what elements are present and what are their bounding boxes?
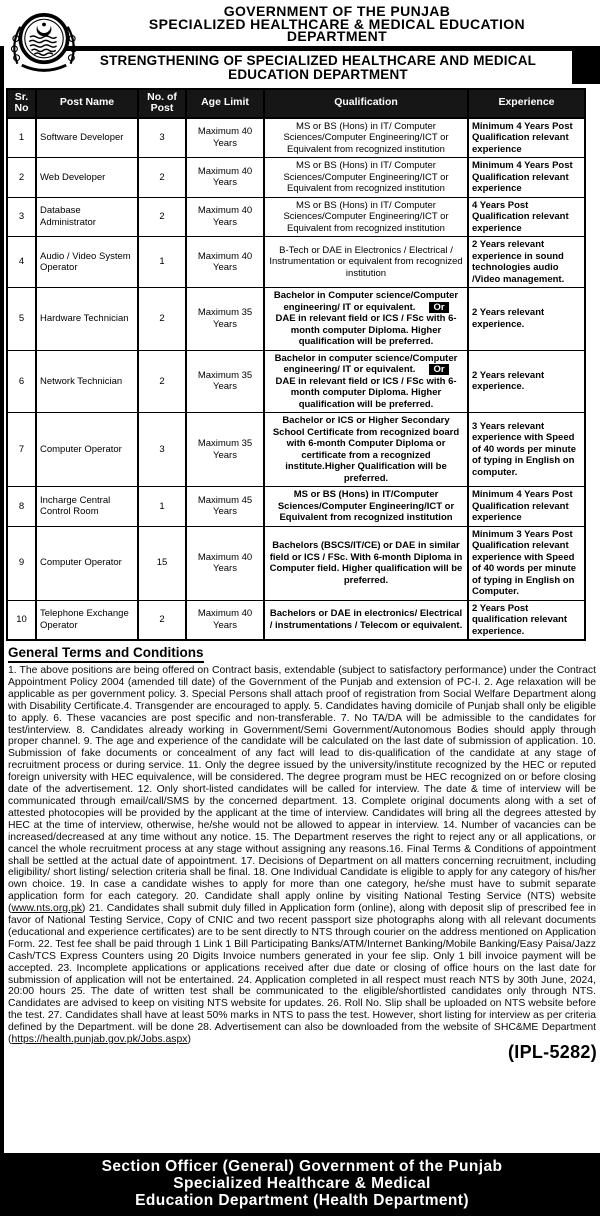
cell-sr-no: 9: [7, 526, 36, 600]
table-row: [7, 158, 585, 198]
cell-qualification: [264, 197, 468, 237]
terms-text-segment: 1. The above positions are being offered on Contract basis, extendable (subject to satisfactory performance) under the Contract Appointment Policy 2004 (amended till date) of the Government of the Punjab and extension of PC-I. 2. Age relaxation will be applicable as per government policy. 3. Special Persons shall attach proof of registration from Social Welfare Department along with Disability Certificate.4. Transgender are encouraged to apply. 5. Candidates having domicile of Punjab shall only be eligible to apply. 6. These vacancies are post specific and non-transferable. 7. No TA/DA will be admissible to the candidates for test/interview. 8. Candidates already working in Government/Semi Government/Autonomous Bodies should apply through proper channel. 9. The age and experience of the candidate will be calculated on the last date of submission of application. 10. Submission of fake documents or concealment of any fact will lead to dis-qualification of the candidate at any stage of recruitment process or during service. 11. Only the degree issued by the university/institute recognized by the HEC or reputed foreign university with HEC equivalence, will be considered. The degree program must be HEC recognized on or before closing date of the advertisement. 12. Only short-listed candidates will be called for interview. The date & time of interview will be communicated through email/call/SMS by the concerned department. 13. Complete original documents along with a set of attested photocopies will be provided by the applicant at the time of interview. Candidates will bring all the degrees attested by HEC at the time of interview, otherwise, he/she would not be allowed to appear in interview. 14. Number of vacancies can be increased/decreased at any time without any notice. 15. The Department reserves the right to reject any or all applications, or cancel the whole recruitment process at any stage without assigning any reasons.16. Final Terms & Conditions of appointment shall be settled at the actual date of appointment. 17. Decisions of Department on all matters concerning recruitment, including eligibility/ short listing/ selection criteria shall be final. 18. One Individual Candidate is eligible to apply for any category of his/her own choice. 19. In case a candidate wishes to apply for more than one category, he/she must have to submit separate application form for each category. 20. Candidate shall apply online by visiting National Testing Service (NTS) website (: [8, 665, 596, 915]
department-title-line: SPECIALIZED HEALTHCARE & MEDICAL EDUCATION: [148, 15, 526, 32]
qualification-text: B-Tech or DAE in Electronics / Electrical / Instrumentation or equivalent from recognized institution: [269, 244, 463, 279]
ipl-number: (IPL-5282): [507, 1042, 597, 1062]
table-header-row: [7, 89, 585, 118]
cell-sr-no: 3: [7, 197, 36, 237]
cell-qualification: [264, 237, 468, 288]
column-header: No. of Post: [138, 89, 186, 118]
department-title-line: GOVERNMENT OF THE PUNJAB: [223, 3, 451, 19]
terms-title: General Terms and Conditions: [8, 645, 204, 663]
cell-qualification: [264, 350, 468, 413]
terms-paragraph: [8, 665, 596, 1046]
column-header: Age Limit: [186, 89, 264, 118]
cell-qualification: [264, 288, 468, 351]
cell-sr-no: 1: [7, 118, 36, 158]
cell-age-limit: Maximum 40 Years: [186, 600, 264, 640]
cell-age-limit: Maximum 35 Years: [186, 350, 264, 413]
cell-experience: 2 Years Post qualification relevant experience.: [468, 600, 585, 640]
or-badge: Or: [429, 302, 448, 313]
cell-age-limit: Maximum 40 Years: [186, 158, 264, 198]
cell-post-name: Computer Operator: [36, 526, 138, 600]
cell-experience: Minimum 4 Years Post Qualification relevant experience: [468, 118, 585, 158]
cell-post-name: Incharge Central Control Room: [36, 487, 138, 527]
vacancies-table: [6, 88, 586, 642]
footer-line: Education Department (Health Department): [135, 1191, 469, 1209]
qualification-text-after-or: DAE in relevant field or ICS / FSc with 6-month computer Diploma. Higher qualification will be preferred.: [275, 313, 457, 347]
cell-sr-no: 8: [7, 487, 36, 527]
cell-age-limit: Maximum 35 Years: [186, 288, 264, 351]
cell-post-name: Web Developer: [36, 158, 138, 198]
cell-experience: 2 Years relevant experience.: [468, 288, 585, 351]
cell-age-limit: Maximum 40 Years: [186, 197, 264, 237]
or-badge: Or: [429, 364, 448, 375]
department-title-line: DEPARTMENT: [286, 28, 388, 44]
terms-text-segment: ): [187, 1034, 191, 1046]
cell-experience: 4 Years Post Qualification relevant experience: [468, 197, 585, 237]
qualification-text: Bachelors or DAE in electronics/ Electrical / instrumentations / Telecom or equivalent.: [269, 608, 463, 631]
cell-no-of-post: 1: [138, 487, 186, 527]
cell-sr-no: 10: [7, 600, 36, 640]
qualification-text: Bachelor in Computer science/Computer engineering/ IT or equivalent. Or: [273, 290, 459, 313]
terms-link[interactable]: www.nts.org.pk: [11, 903, 82, 915]
footer-line: Section Officer (General) Government of the Punjab: [101, 1157, 503, 1175]
column-header: Experience: [468, 89, 585, 118]
cell-post-name: Computer Operator: [36, 413, 138, 487]
cell-experience: 3 Years relevant experience with Speed of 40 words per minute of typing in English on computer.: [468, 413, 585, 487]
cell-sr-no: 7: [7, 413, 36, 487]
table-row: [7, 600, 585, 640]
cell-no-of-post: 15: [138, 526, 186, 600]
cell-experience: 2 Years relevant experience.: [468, 350, 585, 413]
table-row: [7, 413, 585, 487]
banner: [66, 46, 600, 85]
cell-age-limit: Maximum 45 Years: [186, 487, 264, 527]
terms-section: [4, 641, 600, 1046]
cell-no-of-post: 3: [138, 413, 186, 487]
cell-sr-no: 6: [7, 350, 36, 413]
cell-no-of-post: 2: [138, 350, 186, 413]
cell-no-of-post: 2: [138, 197, 186, 237]
qualification-text: MS or BS (Hons) in IT/ Computer Sciences/Computer Engineering/ICT or Equivalent from recognized institution: [283, 199, 449, 234]
column-header: Post Name: [36, 89, 138, 118]
qualification-text: MS or BS (Hons) in IT/ Computer Sciences/Computer Engineering/ICT or Equivalent from recognized institution: [283, 160, 449, 194]
cell-post-name: Database Administrator: [36, 197, 138, 237]
footer-line: Specialized Healthcare & Medical: [173, 1174, 431, 1192]
table-row: [7, 487, 585, 527]
cell-age-limit: Maximum 35 Years: [186, 413, 264, 487]
cell-qualification: [264, 413, 468, 487]
qualification-text: Bachelors (BSCS/IT/CE) or DAE in similar field or ICS / FSc. With 6-month Diploma in Computer field. Higher qualification will be preferred.: [269, 540, 463, 586]
table-row: [7, 288, 585, 351]
banner-text: STRENGTHENING OF SPECIALIZED HEALTHCARE AND MEDICAL EDUCATION DEPARTMENT: [99, 52, 537, 82]
cell-experience: Minimum 4 Years Post Qualification relevant experience: [468, 487, 585, 527]
cell-no-of-post: 2: [138, 288, 186, 351]
cell-qualification: [264, 600, 468, 640]
table-row: [7, 118, 585, 158]
cell-qualification: [264, 158, 468, 198]
cell-age-limit: Maximum 40 Years: [186, 526, 264, 600]
department-header: [0, 0, 600, 43]
cell-post-name: Network Technician: [36, 350, 138, 413]
qualification-text-after-or: DAE in relevant field or ICS / FSc with 6-month computer Diploma. Higher qualification will be preferred.: [275, 375, 457, 410]
department-title: [84, 5, 590, 43]
column-header: Qualification: [264, 89, 468, 118]
cell-post-name: Telephone Exchange Operator: [36, 600, 138, 640]
table-row: [7, 197, 585, 237]
cell-post-name: Hardware Technician: [36, 288, 138, 351]
qualification-text: MS or BS (Hons) in IT/Computer Sciences/Computer Engineering/ICT or Equivalent from recognized institution: [277, 489, 455, 523]
cell-no-of-post: 3: [138, 118, 186, 158]
table-row: [7, 526, 585, 600]
cell-sr-no: 5: [7, 288, 36, 351]
terms-text-segment: ) 21. Candidates shall submit duly filled in Application form (online), along with deposit slip of prescribed fee in favor of National Testing Service, Copy of CNIC and two recent passport size photographs along with all relevant documents (educational and experience certificates) are to be sent directly to NTS through courier on the address mentioned on Application Form. 22. Test fee shall be paid through 1 Link 1 Bill Participating Banks/ATM/Internet Banking/Mobile Banking/Easy Paisa/Jazz Cash/TCS Express Counters using 20 Digits Invoice numbers generated in your fee slip. Only 1 bill invoice payment will be accepted. 23. Incomplete applications or applications received after due date or closing of office hours on the last date for submission of application will not be entertained. 24. Application completed in all respect must reach NTS by 30th June, 2024, 20:00 hours 25. The date of written test shall be communicated to the eligible/shortlisted candidates only through NTS. Candidates are advised to keep on visiting NTS website for updates. 26. Roll No. Slip shall be uploaded on NTS website before the test. 27. Candidates shall have at least 50% marks in NTS to pass the test. However, short listing for interview as per criteria defined by the Department. will be done 28. Advertisement can also be downloaded from the website of SHC&ME Department (: [8, 903, 596, 1046]
cell-sr-no: 4: [7, 237, 36, 288]
cell-no-of-post: 2: [138, 158, 186, 198]
qualification-text: Bachelor or ICS or Higher Secondary School Certificate from recognized board with 6-month Computer Diploma or certificate from a recognized institute.Higher Qualification will be preferred.: [272, 415, 460, 484]
column-header: Sr. No: [7, 89, 36, 118]
qualification-text: Bachelor in computer science/Computer engineering/ IT or equivalent. Or: [274, 352, 458, 375]
cell-qualification: [264, 526, 468, 600]
cell-experience: 2 Years relevant experience in sound technologies audio /Video management.: [468, 237, 585, 288]
cell-no-of-post: 1: [138, 237, 186, 288]
footer-signature: [4, 1153, 600, 1216]
cell-qualification: [264, 487, 468, 527]
scan-border-artifact: [572, 46, 600, 84]
cell-post-name: Audio / Video System Operator: [36, 237, 138, 288]
table-body: [7, 118, 585, 641]
qualification-text: MS or BS (Hons) in IT/ Computer Sciences/Computer Engineering/ICT or Equivalent from recognized institution: [283, 120, 449, 155]
cell-age-limit: Maximum 40 Years: [186, 118, 264, 158]
table-row: [7, 350, 585, 413]
terms-link[interactable]: https://health.punjab.gov.pk/Jobs.aspx: [11, 1034, 188, 1046]
cell-no-of-post: 2: [138, 600, 186, 640]
cell-experience: Minimum 4 Years Post Qualification relevant experience: [468, 158, 585, 198]
cell-sr-no: 2: [7, 158, 36, 198]
table-row: [7, 237, 585, 288]
cell-experience: Minimum 3 Years Post Qualification relevant experience with Speed of 40 words per minute of typing in English on Computer.: [468, 526, 585, 600]
cell-post-name: Software Developer: [36, 118, 138, 158]
advertisement-frame: [0, 46, 600, 1216]
cell-age-limit: Maximum 40 Years: [186, 237, 264, 288]
cell-qualification: [264, 118, 468, 158]
punjab-government-emblem-icon: [7, 5, 81, 81]
